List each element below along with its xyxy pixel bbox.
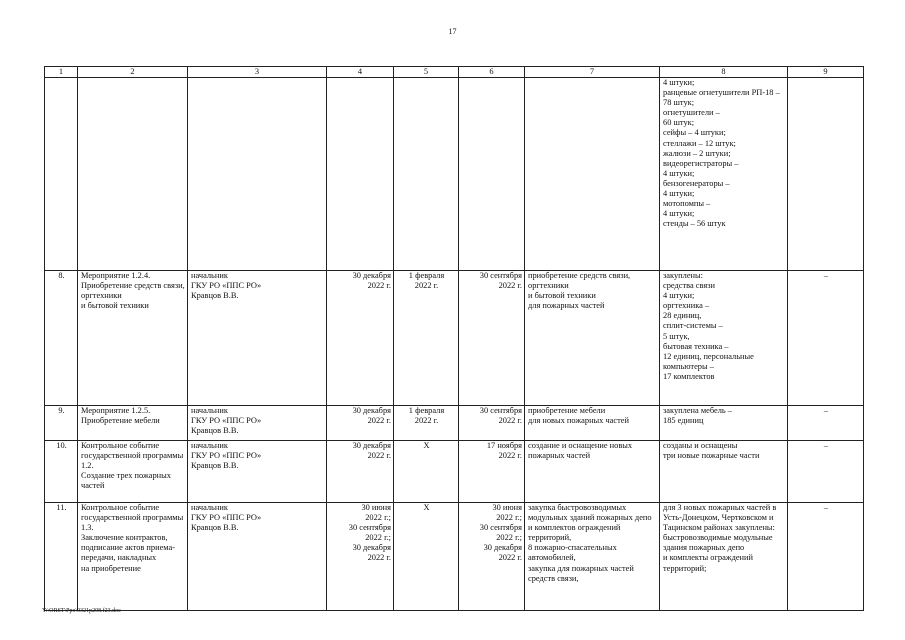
event-name-cell: Мероприятие 1.2.5. Приобретение мебели bbox=[78, 406, 188, 441]
end-date-fact-cell: 17 ноября 2022 г. bbox=[459, 441, 525, 503]
row-number-cell bbox=[45, 78, 78, 271]
column-number-header bbox=[45, 67, 864, 78]
start-date-cell: 30 декабря 2022 г. bbox=[327, 441, 394, 503]
end-date-plan-cell: 1 февраля 2022 г. bbox=[394, 406, 459, 441]
event-name-cell: Контрольное событие государственной программы 1.3. Заключение контрактов, подписание актов приема-передачи, накладных на приобретение bbox=[78, 503, 188, 611]
achieved-result-cell: созданы и оснащены три новые пожарные части bbox=[660, 441, 788, 503]
col-header: 2 bbox=[78, 67, 188, 78]
start-date-cell: 30 декабря 2022 г. bbox=[327, 406, 394, 441]
start-date-cell: 30 июня 2022 г.; 30 сентября 2022 г.; 30 декабря 2022 г. bbox=[327, 503, 394, 611]
col-header: 5 bbox=[394, 67, 459, 78]
page-number: 17 bbox=[448, 27, 457, 36]
note-cell bbox=[788, 78, 864, 271]
expected-result-cell: приобретение мебели для новых пожарных частей bbox=[525, 406, 660, 441]
row-number-cell: 10. bbox=[45, 441, 78, 503]
note-cell: – bbox=[788, 406, 864, 441]
event-name-cell: Контрольное событие государственной программы 1.2. Создание трех пожарных частей bbox=[78, 441, 188, 503]
col-header: 3 bbox=[188, 67, 327, 78]
end-date-plan-cell: X bbox=[394, 441, 459, 503]
plan-table bbox=[44, 66, 864, 611]
end-date-plan-cell bbox=[394, 78, 459, 271]
start-date-cell: 30 декабря 2022 г. bbox=[327, 271, 394, 406]
end-date-fact-cell: 30 июня 2022 г.; 30 сентября 2022 г.; 30 декабря 2022 г. bbox=[459, 503, 525, 611]
row-number-cell: 11. bbox=[45, 503, 78, 611]
expected-result-cell: приобретение средств связи, оргтехники и бытовой техники для пожарных частей bbox=[525, 271, 660, 406]
table-row bbox=[45, 503, 864, 611]
note-cell: – bbox=[788, 271, 864, 406]
event-name-cell bbox=[78, 78, 188, 271]
achieved-result-cell: 4 штуки; ранцевые огнетушители РП-18 – 78 штук; огнетушители – 60 штук; сейфы – 4 штуки; стеллажи – 12 штук; жалюзи – 2 штуки; видеорегистраторы – 4 штуки; бензогенераторы – 4 штуки; мотопомпы – 4 штуки; стенды – 56 штук bbox=[660, 78, 788, 271]
responsible-person-cell: начальник ГКУ РО «ППС РО» Кравцов В.В. bbox=[188, 271, 327, 406]
col-header: 8 bbox=[660, 67, 788, 78]
col-header: 9 bbox=[788, 67, 864, 78]
start-date-cell bbox=[327, 78, 394, 271]
col-header: 6 bbox=[459, 67, 525, 78]
achieved-result-cell: для 3 новых пожарных частей в Усть-Донецком, Чертковском и Тацинском районах закуплены: быстровозводимые модульные здания пожарных депо и комплекты ограждений территорий; bbox=[660, 503, 788, 611]
end-date-fact-cell bbox=[459, 78, 525, 271]
col-header: 1 bbox=[45, 67, 78, 78]
achieved-result-cell: закуплены: средства связи 4 штуки; оргтехника – 28 единиц, сплит-системы – 5 штук, бытовая техника – 12 единиц, персональные компьютеры – 17 комплектов bbox=[660, 271, 788, 406]
end-date-fact-cell: 30 сентября 2022 г. bbox=[459, 406, 525, 441]
responsible-person-cell bbox=[188, 78, 327, 271]
col-header: 4 bbox=[327, 67, 394, 78]
row-number-cell: 8. bbox=[45, 271, 78, 406]
achieved-result-cell: закуплена мебель – 185 единиц bbox=[660, 406, 788, 441]
end-date-plan-cell: X bbox=[394, 503, 459, 611]
responsible-person-cell: начальник ГКУ РО «ППС РО» Кравцов В.В. bbox=[188, 441, 327, 503]
expected-result-cell: создание и оснащение новых пожарных частей bbox=[525, 441, 660, 503]
note-cell: – bbox=[788, 441, 864, 503]
end-date-fact-cell: 30 сентября 2022 г. bbox=[459, 271, 525, 406]
responsible-person-cell: начальник ГКУ РО «ППС РО» Кравцов В.В. bbox=[188, 406, 327, 441]
expected-result-cell bbox=[525, 78, 660, 271]
table-row bbox=[45, 406, 864, 441]
event-name-cell: Мероприятие 1.2.4. Приобретение средств связи, оргтехники и бытовой техники bbox=[78, 271, 188, 406]
end-date-plan-cell: 1 февраля 2022 г. bbox=[394, 271, 459, 406]
col-header: 7 bbox=[525, 67, 660, 78]
footer-file-path: Y:\ORST\Ppo\0321p208.f23.doc bbox=[42, 608, 121, 614]
expected-result-cell: закупка быстровозводимых модульных зданий пожарных депо и комплектов ограждений территорий, 8 пожарно-спасательных автомобилей, закупка для пожарных частей средств связи, bbox=[525, 503, 660, 611]
table-row bbox=[45, 78, 864, 271]
table-row bbox=[45, 441, 864, 503]
responsible-person-cell: начальник ГКУ РО «ППС РО» Кравцов В.В. bbox=[188, 503, 327, 611]
row-number-cell: 9. bbox=[45, 406, 78, 441]
table-row bbox=[45, 271, 864, 406]
note-cell: – bbox=[788, 503, 864, 611]
